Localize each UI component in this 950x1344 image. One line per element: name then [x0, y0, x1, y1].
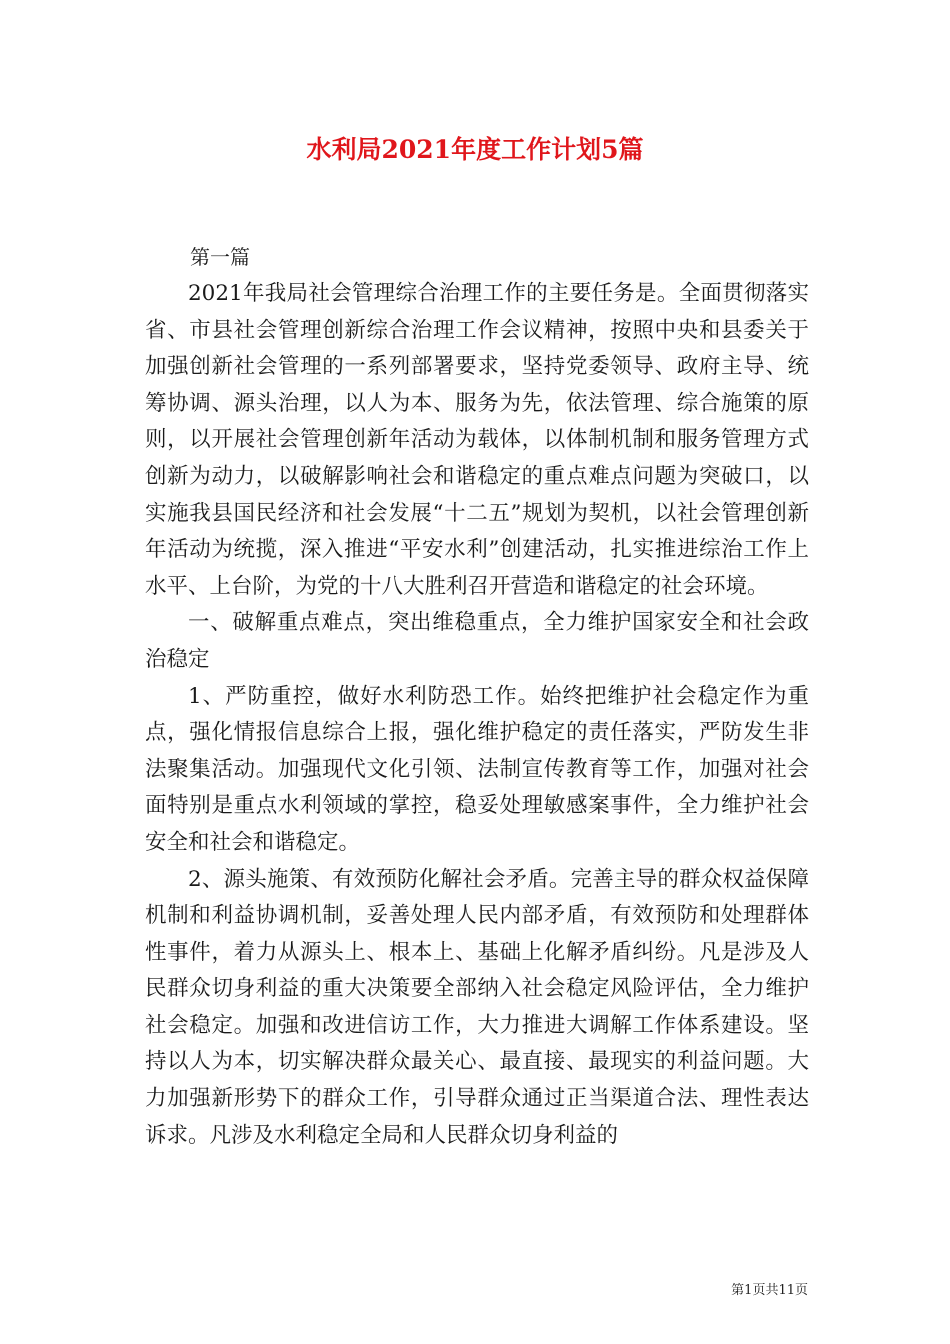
paragraph-intro: 2021年我局社会管理综合治理工作的主要任务是。全面贯彻落实省、市县社会管理创新综合治理工作会议精神，按照中央和县委关于加强创新社会管理的一系列部署要求，坚持党委领导、政府主导、统筹协调、源头治理，以人为本、服务为先，依法管理、综合施策的原则，以开展社会管理创新年活动为载体，以体制机制和服务管理方式创新为动力，以破解影响社会和谐稳定的重点难点问题为突破口，以实施我县国民经济和社会发展“十二五”规划为契机，以社会管理创新年活动为统揽，深入推进“平安水利”创建活动，扎实推进综治工作上水平、上台阶，为党的十八大胜利召开营造和谐稳定的社会环境。 — [145, 281, 809, 599]
document-body — [145, 276, 809, 1154]
paragraph-item-1: 1、严防重控，做好水利防恐工作。始终把维护社会稳定作为重点，强化情报信息综合上报，强化维护稳定的责任落实，严防发生非法聚集活动。加强现代文化引领、法制宣传教育等工作，加强对社会面特别是重点水利领域的掌控，稳妥处理敏感案事件，全力维护社会安全和社会和谐稳定。 — [145, 683, 809, 855]
page-number: 第1页共11页 — [731, 1283, 808, 1298]
paragraph-heading-1: 一、破解重点难点，突出维稳重点，全力维护国家安全和社会政治稳定 — [145, 610, 809, 672]
document-title: 水利局2021年度工作计划5篇 — [306, 135, 644, 164]
paragraph-item-2: 2、源头施策、有效预防化解社会矛盾。完善主导的群众权益保障机制和利益协调机制，妥善处理人民内部矛盾，有效预防和处理群体性事件，着力从源头上、根本上、基础上化解矛盾纠纷。凡是涉及人民群众切身利益的重大决策要全部纳入社会稳定风险评估，全力维护社会稳定。加强和改进信访工作，大力推进大调解工作体系建设。坚持以人为本，切实解决群众最关心、最直接、最现实的利益问题。大力加强新形势下的群众工作，引导群众通过正当渠道合法、理性表达诉求。凡涉及水利稳定全局和人民群众切身利益的 — [145, 866, 809, 1148]
section-label: 第一篇 — [190, 245, 250, 269]
